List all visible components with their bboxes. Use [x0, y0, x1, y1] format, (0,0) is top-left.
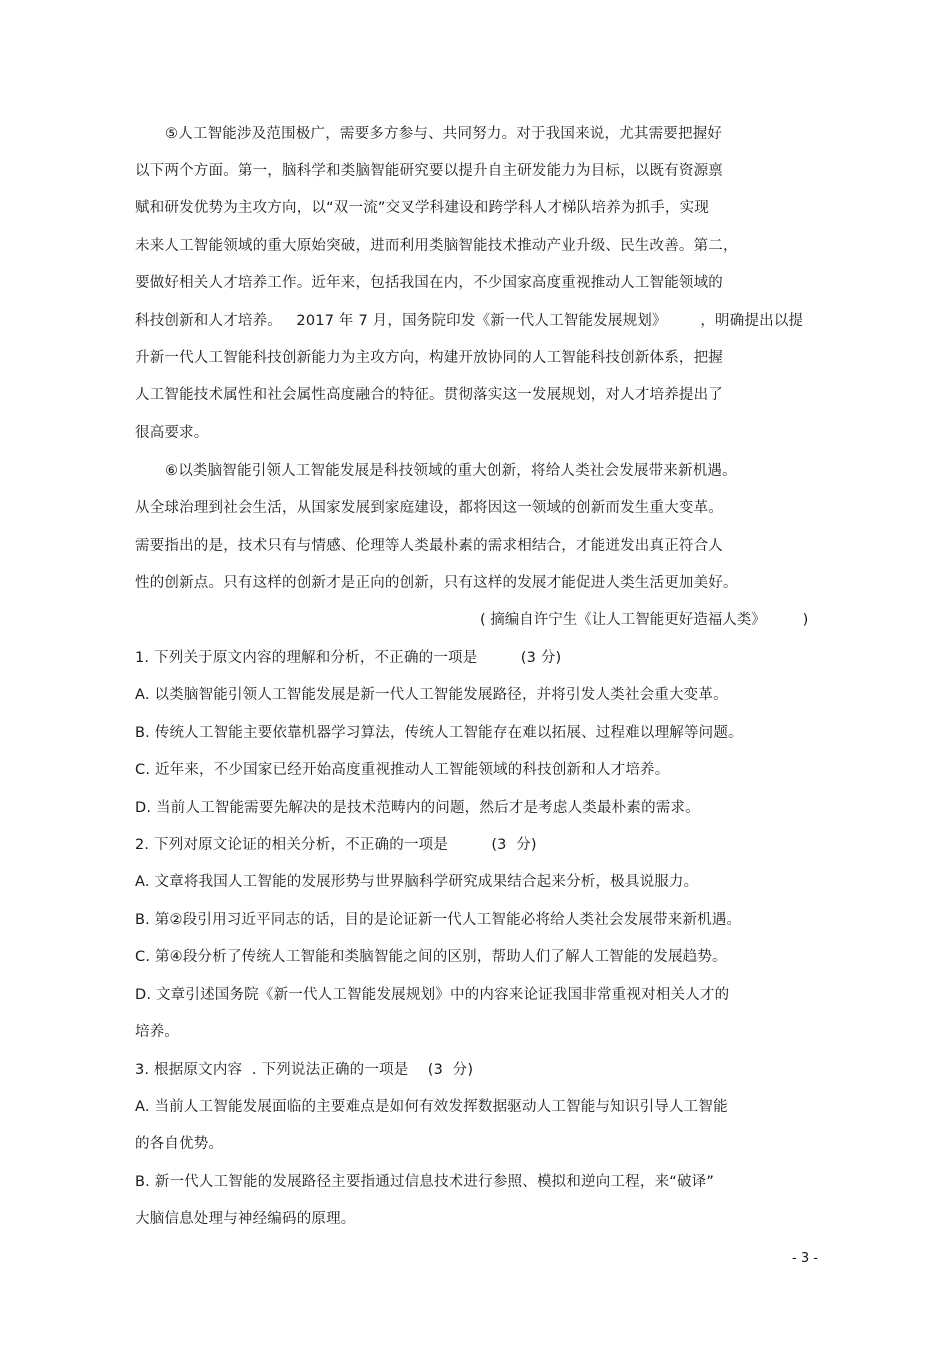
question-3-stem: 3. 根据原文内容 . 下列说法正确的一项是 (3 分)	[135, 1062, 474, 1078]
question-2-option-c: C. 第④段分析了传统人工智能和类脑智能之间的区别，帮助人们了解人工智能的发展趋势。	[135, 949, 727, 965]
source-reference: ( 摘编自许宁生《让人工智能更好造福人类》 )	[480, 612, 809, 628]
question-3-option-b: B. 新一代人工智能的发展路径主要指通过信息技术进行参照、模拟和逆向工程，来“破译”	[135, 1174, 715, 1190]
paragraph-5-line: 很高要求。	[135, 425, 209, 441]
question-3-option-a-cont: 的各自优势。	[135, 1136, 224, 1152]
question-1-option-a: A. 以类脑智能引领人工智能发展是新一代人工智能发展路径，并将引发人类社会重大变革。	[135, 687, 728, 703]
paragraph-5-line: 科技创新和人才培养。 2017 年 7 月，国务院印发《新一代人工智能发展规划》 ，明确提出以提	[135, 313, 804, 329]
paragraph-5-line: 人工智能技术属性和社会属性高度融合的特征。贯彻落实这一发展规划，对人才培养提出了	[135, 387, 723, 403]
paragraph-5-line: 未来人工智能领域的重大原始突破，进而利用类脑智能技术推动产业升级、民生改善。第二，	[135, 238, 738, 254]
question-1-option-b: B. 传统人工智能主要依靠机器学习算法，传统人工智能存在难以拓展、过程难以理解等问题。	[135, 725, 743, 741]
question-2-option-d: D. 文章引述国务院《新一代人工智能发展规划》中的内容来论证我国非常重视对相关人才的	[135, 987, 730, 1003]
paragraph-5-line: 要做好相关人才培养工作。近年来，包括我国在内，不少国家高度重视推动人工智能领域的	[135, 275, 723, 291]
paragraph-5-line: 以下两个方面。第一，脑科学和类脑智能研究要以提升自主研发能力为目标，以既有资源禀	[135, 163, 723, 179]
paragraph-6-line: ⑥以类脑智能引领人工智能发展是科技领域的重大创新，将给人类社会发展带来新机遇。	[165, 463, 737, 479]
question-2-option-a: A. 文章将我国人工智能的发展形势与世界脑科学研究成果结合起来分析，极具说服力。	[135, 874, 699, 890]
paragraph-5-line: 赋和研发优势为主攻方向，以“双一流”交叉学科建设和跨学科人才梯队培养为抓手，实现	[135, 200, 710, 216]
question-2-stem: 2. 下列对原文论证的相关分析，不正确的一项是 (3 分)	[135, 837, 537, 853]
paragraph-6-line: 性的创新点。只有这样的创新才是正向的创新，只有这样的发展才能促进人类生活更加美好。	[135, 575, 738, 591]
question-1-stem: 1. 下列关于原文内容的理解和分析，不正确的一项是 (3 分)	[135, 650, 562, 666]
paragraph-5-line: ⑤人工智能涉及范围极广，需要多方参与、共同努力。对于我国来说，尤其需要把握好	[165, 126, 723, 142]
paragraph-6-line: 从全球治理到社会生活，从国家发展到家庭建设，都将因这一领域的创新而发生重大变革。	[135, 500, 723, 516]
paragraph-5-line: 升新一代人工智能科技创新能力为主攻方向，构建开放协同的人工智能科技创新体系，把握	[135, 350, 723, 366]
question-2-option-d-cont: 培养。	[135, 1024, 180, 1040]
paragraph-6-line: 需要指出的是，技术只有与情感、伦理等人类最朴素的需求相结合，才能迸发出真正符合人	[135, 538, 723, 554]
page-number: - 3 -	[792, 1251, 818, 1266]
question-3-option-a: A. 当前人工智能发展面临的主要难点是如何有效发挥数据驱动人工智能与知识引导人工智能	[135, 1099, 728, 1115]
question-1-option-d: D. 当前人工智能需要先解决的是技术范畴内的问题，然后才是考虑人类最朴素的需求。	[135, 800, 700, 816]
question-2-option-b: B. 第②段引用习近平同志的话，目的是论证新一代人工智能必将给人类社会发展带来新机遇。	[135, 912, 742, 928]
question-1-option-c: C. 近年来，不少国家已经开始高度重视推动人工智能领域的科技创新和人才培养。	[135, 762, 670, 778]
question-3-option-b-cont: 大脑信息处理与神经编码的原理。	[135, 1211, 356, 1227]
